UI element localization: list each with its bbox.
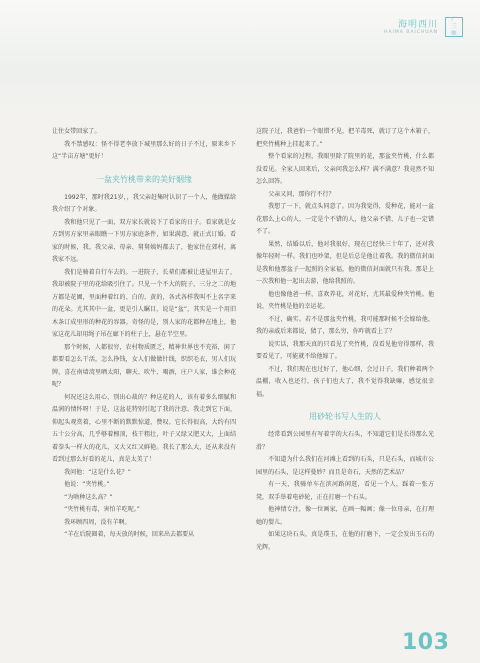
- paragraph: 如果这块石头，真是璞玉，在他的打磨下，一定会发出玉石的光辉。: [256, 531, 434, 551]
- dialogue-line: 我问他：“这是什么花？”: [64, 468, 131, 476]
- paragraph: 我们是骑着自行车去的。一进院子，长辈们都被让进屋里去了，我却被院子里的花给吸引住了。只见一个不大的院子，三分之二的地方都是花圃，里面种着红的、白的、黄的，各式各样我叫不上名字来的花朵。尤其其中一盆，更是引人瞩目，说是“盆”，其实是一个用旧木条订成里形的种花的容器。奇怪的是，别人家的花都种在地上，他家这花儿却用绳子吊在廊下的柱子上，悬在半空里。: [52, 268, 236, 338]
- dialogue-line: “夹竹桃有毒，害怕羊吃呢。”: [64, 506, 140, 513]
- paragraph: 我不禁感叹：怪不得老李放下城里那么好的日子不过，原来乡下这“半亩方塘”更好！: [52, 140, 236, 160]
- paragraph: 不知道为什么我们在河滩上看到的石头，只是石头，而城市公园里的石头，是这样曼妙？而且是奇石，天然的艺术品？: [256, 456, 434, 476]
- paragraph: 他神情专注，像一位画家，在画一幅画；像一位母亲，在打理她的婴儿。: [256, 506, 434, 526]
- paragraph: 整个看家的过程，我眼里除了院里的花，那盆夹竹桃，什么都没看见。全家人回来后，父亲问我怎么样？满不满意？我竟然不知怎么回答。: [256, 153, 434, 185]
- paragraph: 那个时候，人都很穷，农村物质匮乏，精神世界也不充裕，闲了都要看怎么干活，怎么挣钱，女人们做做针线，织织毛衣，男人们玩牌，喜在南墙湾里晒太阳，聊天、吹牛、喝酒，庄户人家，谁会种花呢？: [52, 343, 236, 388]
- paragraph: 这院子过，我爸怕一个眼错不见，把羊毒死，就订了这个木箱子，把夹竹桃种上挂起来了。”: [256, 128, 434, 148]
- dialogue-line: “羊在后院圈着，每天放的时候，回来出去都要从: [64, 531, 195, 538]
- paragraph: 有一天，我骑单车在滨河路闲逛，看见一个人，踩着一张方凳，双手举着电砂轮，正在打磨一个石头。: [256, 481, 434, 501]
- dialogue-line: 他说：“夹竹桃。”: [64, 481, 110, 488]
- section-heading: 用砂轮书写人生的人: [309, 412, 381, 421]
- paragraph: 果然，结婚以后，他对我很好，现在已经快三十年了，还对我像年轻时一样。我们也吵架，但是后总是他让着我。我的微信封面是我和他那盆子一起照的全家福，他的微信封面就只有我。那是上一次我和他一起出去游，他给我照的。: [256, 240, 434, 285]
- magazine-seal-icon: 广 三 峡: [445, 17, 463, 37]
- paragraph: 不过，我们现在也过好了，他心细，会过日子，我们种着两个温棚，收入也还行，孩子们也大了，我不觉得我缺嘛，感觉很幸福。: [256, 365, 434, 398]
- paragraph: 让住女带回家了。: [52, 128, 101, 135]
- paragraph: 经常看到公园里有写着字的大石头，不知道它们是长得那么光滑？: [256, 431, 434, 451]
- paragraph: 父亲又问，那你行不行？: [268, 190, 335, 198]
- dialogue-line: 我环顾四周，没有羊啊。: [64, 518, 131, 526]
- left-column: [52, 126, 236, 542]
- page-number: 103: [402, 630, 450, 655]
- magazine-logo: [384, 8, 472, 44]
- paragraph: 不过，确实。若不是那盆夹竹桃，我可能那时候不会嫁给他，我的亲戚后来都说，猜了，那么穷，你咋就看上了？: [256, 315, 434, 335]
- magazine-subtitle: HAIMA BAICHUAN: [384, 30, 438, 35]
- paragraph: 1992年，那时我21岁，，我父亲赶集时认识了一个人，他做媒给我介绍了个对象。: [52, 193, 236, 213]
- paragraph: 我想了一下，就点头同意了。因为我觉得，爱种花，能对一盆花那么上心的人，一定是个不错的人，他父亲不错，儿子也一定错不了。: [256, 203, 434, 235]
- paragraph: 他也像他爸一样，喜欢养花，对花好，尤其最爱种夹竹桃。他说，夹竹桃是他的幸运花。: [256, 290, 434, 310]
- paragraph: 我和他只见了一面，双方家长就说下了看家的日子。看家就是女方到男方家里亲眼瞧一下男方家庭条件，如果满意，就正式订婚。看家的时候，我、我父亲、母亲、舅舅姨妈都去了，他家住在郊村，离我家不远。: [52, 218, 236, 263]
- paragraph: 说实话，我那天真的只看见了夹竹桃，没看见他穷得那样，我要看见了，可能就不给他嫁了。: [256, 340, 434, 360]
- right-column: [256, 126, 434, 554]
- paragraph: 何况还这么用心，别出心裁的？种这花的人，该有着多么细腻和温润的情怀呀！于是，这盆花特别引起了我的注意。我走到它下面，仰起头观赏着，心里不断的默默惊道，赞叹。它长得很高，大约有四五十公分高，几乎够着檩顶，枝干粗壮，叶子又绿又肥又大，上面结着拳头一样大的花儿，又大又红又鲜艳。我长了那么大，还从来没有看到过那么好看的花儿，真是太美了！: [52, 393, 236, 463]
- magazine-title: 海明西川: [397, 20, 438, 30]
- section-heading: 一盆夹竹桃带来的美好姻缘: [96, 174, 192, 184]
- dialogue-line: “为啥种这么高？”: [64, 493, 113, 501]
